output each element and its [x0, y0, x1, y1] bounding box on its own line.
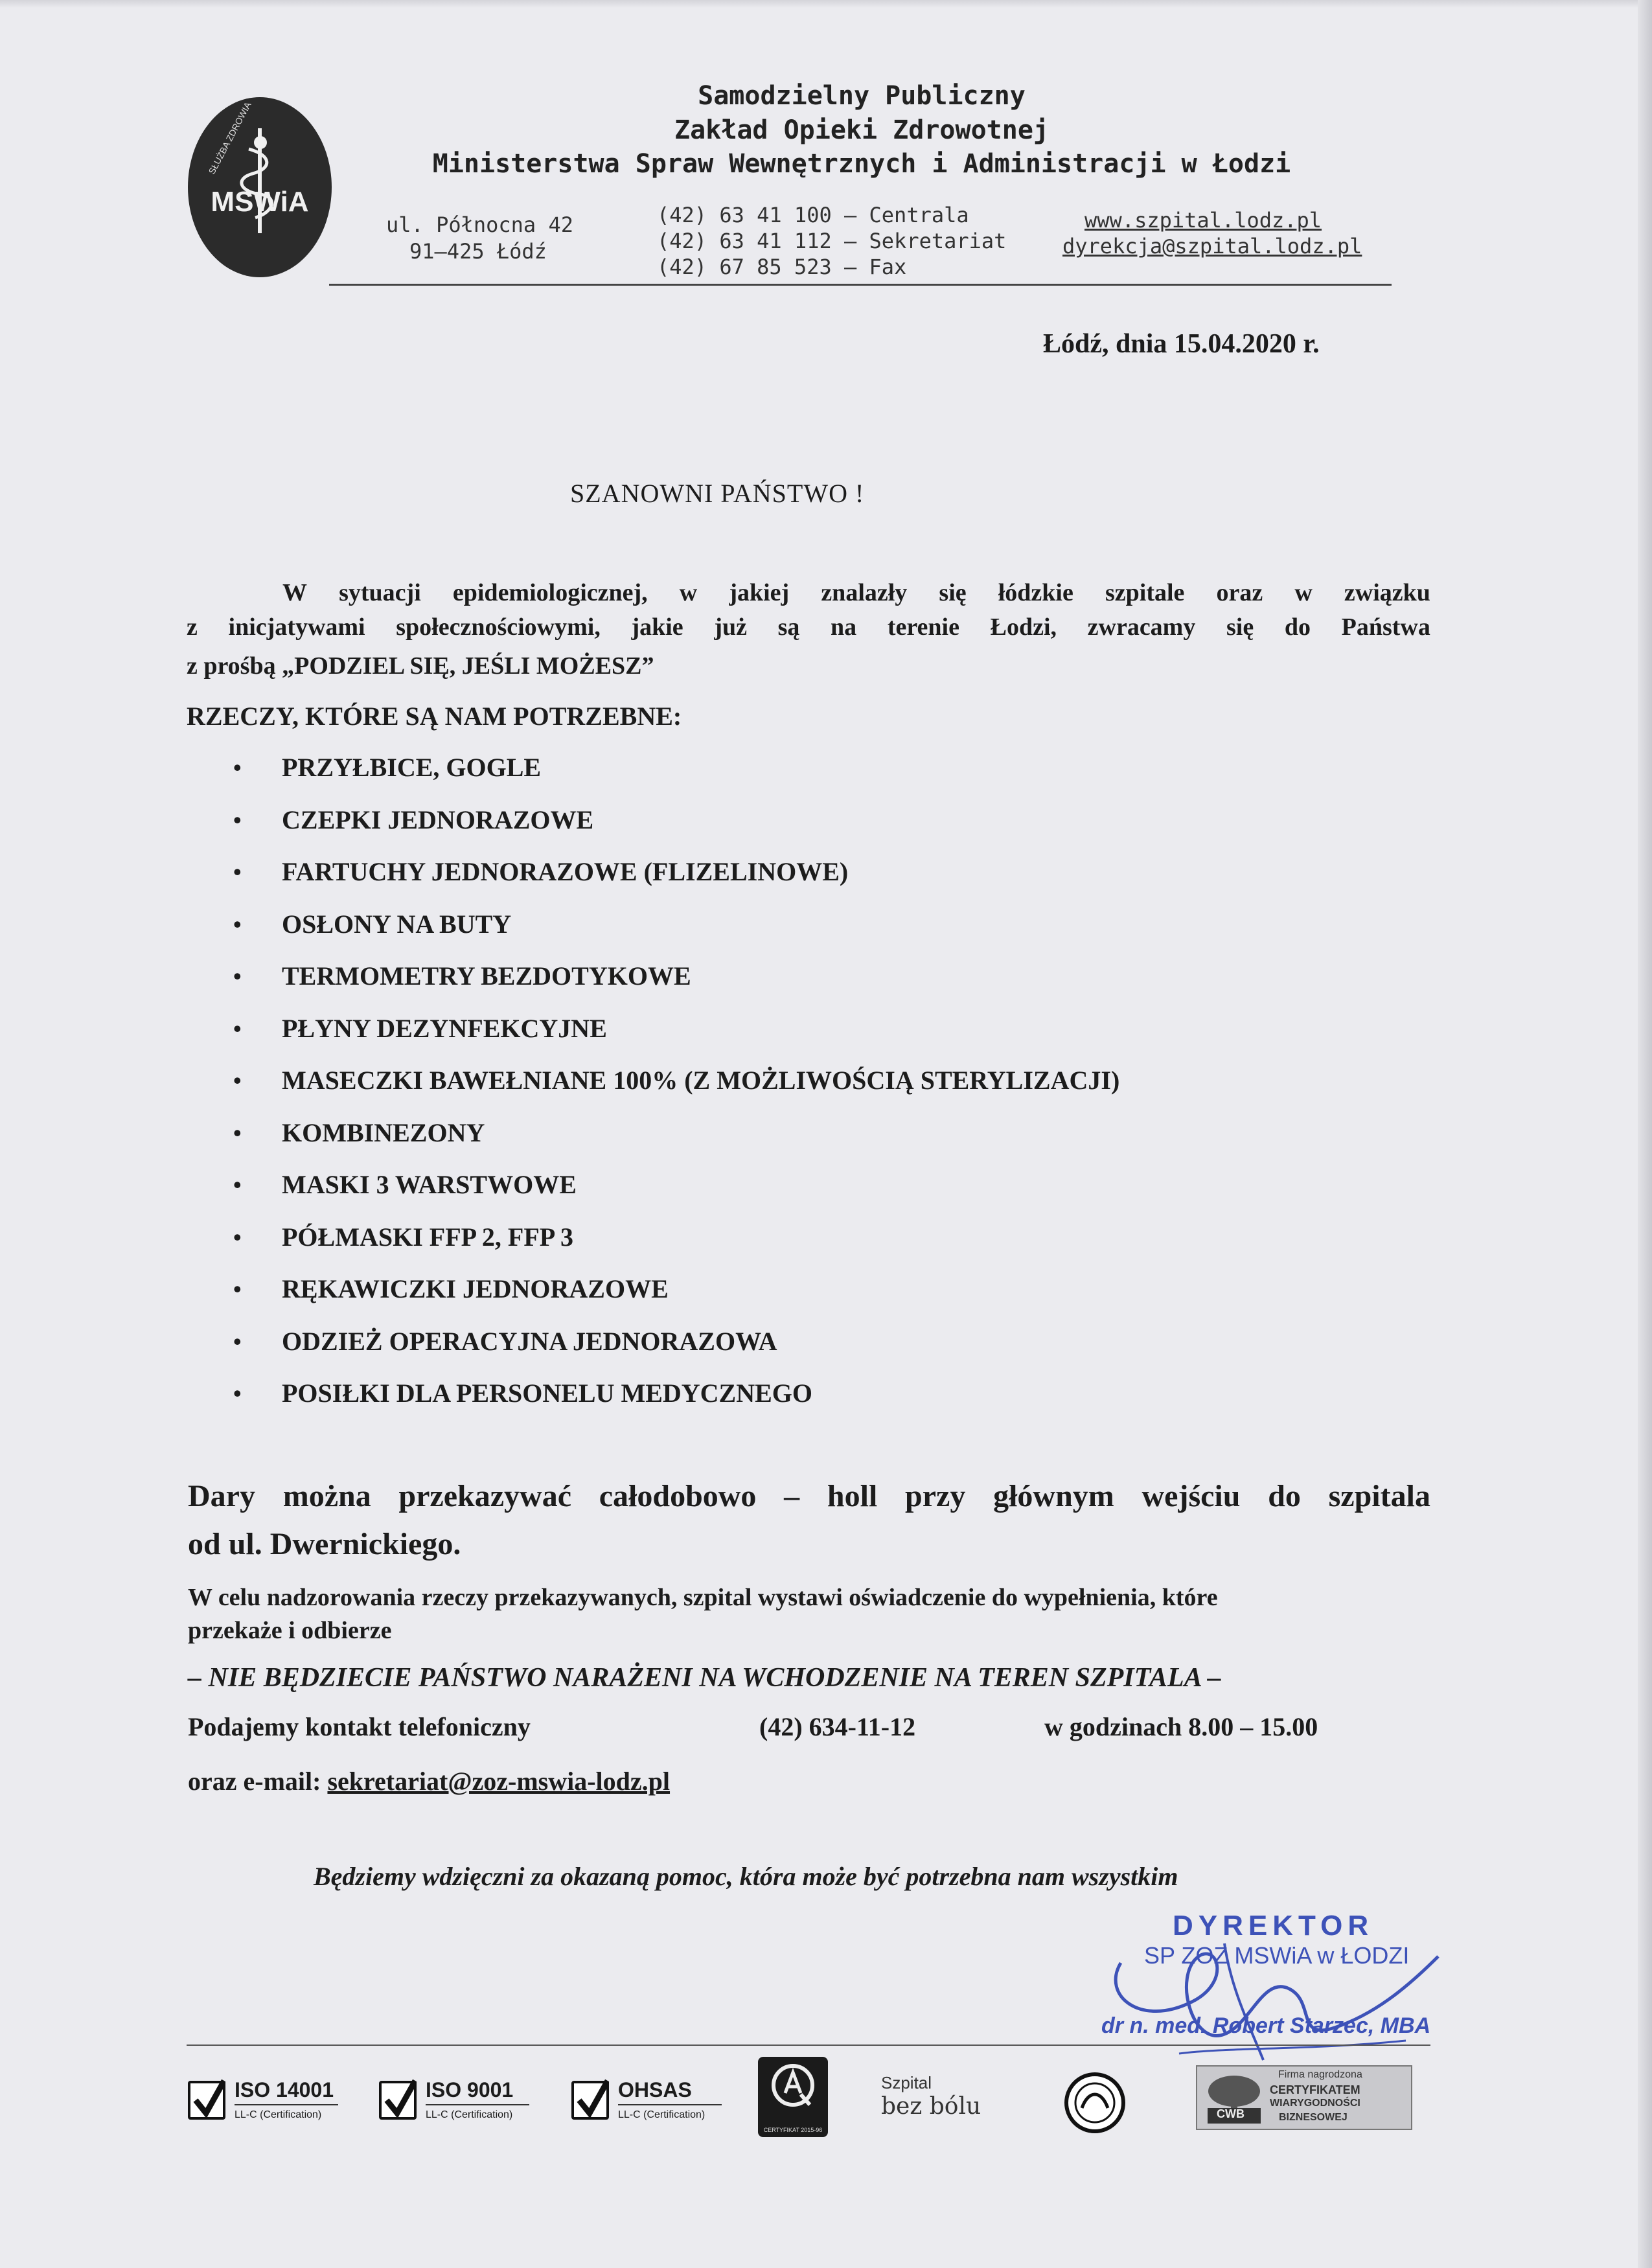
checkmark-icon — [384, 2078, 417, 2120]
notice-line: – NIE BĘDZIECIE PAŃSTWO NARAŻENI NA WCHODZENIE NA TEREN SZPITALA – — [188, 1663, 1221, 1693]
address-city: 91–425 Łódź — [409, 239, 547, 264]
org-name-line3: Ministerstwa Spraw Wewnętrznych i Administracji w Łodzi — [432, 149, 1291, 179]
contact-email-link[interactable]: sekretariat@zoz-mswia-lodz.pl — [327, 1767, 671, 1796]
contact-hours: w godzinach 8.00 – 15.00 — [1044, 1712, 1318, 1741]
scan-edge-right — [1638, 0, 1652, 2268]
mswia-logo — [188, 97, 332, 277]
list-item: • FARTUCHY JEDNORAZOWE (FLIZELINOWE) — [233, 857, 849, 886]
contact-email-label: oraz e-mail: — [188, 1767, 321, 1796]
supervision-line-1: W celu nadzorowania rzeczy przekazywanych, szpital wystawi oświadczenie do wypełnienia, które — [188, 1584, 1218, 1611]
contact-phone: (42) 634-11-12 — [759, 1712, 916, 1741]
phone-secretariat: (42) 63 41 112 – Sekretariat — [657, 229, 1007, 253]
szpital-bez-bolu-logo: Szpital bez bólu — [881, 2073, 981, 2120]
list-item: • PÓŁMASKI FFP 2, FFP 3 — [233, 1222, 573, 1252]
signature — [1101, 1918, 1464, 2073]
logo-ring-text: SŁUŻBA ZDROWIA — [206, 100, 253, 176]
stamp-signatory: dr n. med. Robert Starzec, MBA — [1101, 2013, 1431, 2038]
list-item: • ODZIEŻ OPERACYJNA JEDNORAZOWA — [233, 1326, 777, 1356]
checkmark-icon — [577, 2078, 609, 2120]
phone-fax: (42) 67 85 523 – Fax — [657, 255, 907, 279]
list-item: • MASKI 3 WARSTWOWE — [233, 1170, 577, 1199]
intro-line-1: W sytuacji epidemiologicznej, w jakiej znalazły się łódzkie szpitale oraz w związku — [282, 579, 1430, 606]
scan-edge-top — [0, 0, 1652, 8]
intro-line-3: z prośbą „PODZIEL SIĘ, JEŚLI MOŻESZ” — [187, 652, 654, 680]
org-name-line1: Samodzielny Publiczny — [698, 81, 1026, 111]
intro-line-2: z inicjatywami społecznościowymi, jakie już są na terenie Łodzi, zwracamy się do Państwa — [187, 613, 1430, 641]
list-item: • MASECZKI BAWEŁNIANE 100% (Z MOŻLIWOŚCIĄ STERYLIZACJI) — [233, 1066, 1120, 1095]
supervision-line-2: przekaże i odbierze — [188, 1617, 392, 1644]
website-link[interactable]: www.szpital.lodz.pl — [1084, 208, 1322, 233]
logo-wordmark: MSWiA — [211, 186, 309, 218]
org-name-line2: Zakład Opieki Zdrowotnej — [674, 115, 1049, 145]
donation-line-2: od ul. Dwernickiego. — [188, 1527, 461, 1561]
list-item: • CZEPKI JEDNORAZOWE — [233, 805, 594, 834]
accreditation-logo: CERTYFIKAT 2015-96 — [758, 2057, 828, 2137]
needs-heading: RZECZY, KTÓRE SĄ NAM POTRZEBNE: — [187, 702, 682, 731]
stamp-title: DYREKTOR — [1173, 1910, 1374, 1942]
closing-line: Będziemy wdzięczni za okazaną pomoc, która może być potrzebna nam wszystkim — [314, 1862, 1178, 1891]
cwb-certificate-badge: CWB Firma nagrodzona CERTYFIKATEM WIARYGODNOŚCI BIZNESOWEJ — [1196, 2065, 1412, 2130]
salutation: SZANOWNI PAŃSTWO ! — [570, 479, 865, 508]
seal-logo — [1062, 2070, 1127, 2135]
donation-line-1: Dary można przekazywać całodobowo – holl przy głównym wejściu do szpitala — [188, 1479, 1430, 1513]
needs-list — [233, 751, 1119, 1430]
contact-email-row — [188, 1766, 670, 1796]
footer-divider — [187, 2045, 1430, 2046]
list-item: • OSŁONY NA BUTY — [233, 909, 512, 939]
header-divider — [329, 284, 1392, 286]
list-item: • KOMBINEZONY — [233, 1117, 485, 1147]
list-item: • TERMOMETRY BEZDOTYKOWE — [233, 961, 691, 991]
date-line: Łódź, dnia 15.04.2020 r. — [1043, 329, 1320, 359]
contact-phone-label: Podajemy kontakt telefoniczny — [188, 1712, 531, 1741]
list-item: • PRZYŁBICE, GOGLE — [233, 753, 542, 782]
checkmark-icon — [193, 2078, 225, 2120]
list-item: • RĘKAWICZKI JEDNORAZOWE — [233, 1274, 669, 1303]
phone-central: (42) 63 41 100 – Centrala — [657, 203, 969, 227]
address-street: ul. Północna 42 — [386, 212, 573, 237]
stamp-institution: SP ZOZ MSWiA w ŁODZI — [1144, 1942, 1410, 1969]
header-email-link[interactable]: dyrekcja@szpital.lodz.pl — [1062, 234, 1362, 258]
list-item: • POSIŁKI DLA PERSONELU MEDYCZNEGO — [233, 1379, 813, 1408]
list-item: • PŁYNY DEZYNFEKCYJNE — [233, 1013, 607, 1043]
